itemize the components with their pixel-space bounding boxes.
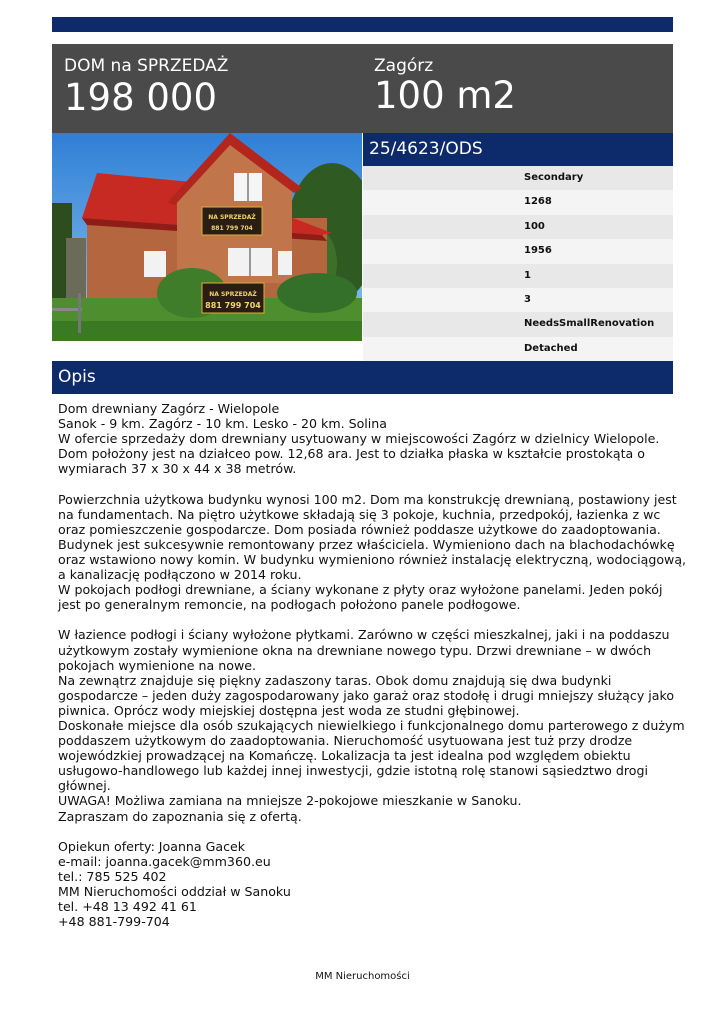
description-line: a kanalizację podłączono w 2014 roku.: [58, 567, 302, 583]
description-line: użytkowym zostały wymienione okna na drewniane nowego typu. Drzwi drewniane – w dwóch: [58, 642, 652, 658]
house-illustration: [52, 133, 362, 341]
description-text: [58, 401, 687, 930]
description-line: +48 881-799-704: [58, 914, 170, 930]
description-line: W pokojach podłogi drewniane, a ściany wykonane z płyty oraz wyłożone panelami. Jeden pokój: [58, 582, 663, 598]
sign-phone-lower: 881 799 704: [205, 301, 261, 310]
description-line: wymiarach 37 x 30 x 44 x 38 metrów.: [58, 461, 297, 477]
listing-price: 198 000: [64, 76, 218, 119]
description-line: UWAGA! Możliwa zamiana na mniejsze 2-pokojowe mieszkanie w Sanoku.: [58, 793, 522, 809]
listing-header: [52, 44, 673, 133]
sign-phone-upper: 881 799 704: [211, 225, 253, 232]
listing-area: 100 m2: [374, 74, 516, 117]
description-line: MM Nieruchomości oddział w Sanoku: [58, 884, 291, 899]
spec-plot-area: 1268: [363, 190, 673, 214]
listing-type: DOM na SPRZEDAŻ: [64, 56, 229, 76]
description-line: Na zewnątrz znajduje się piękny zadaszony taras. Obok domu znajdują się dwa budynki: [58, 672, 612, 688]
description-line: [58, 824, 670, 839]
price-block: [64, 56, 228, 118]
section-title-description: Opis: [52, 361, 673, 394]
description-line: Sanok - 9 km. Zagórz - 10 km. Lesko - 20 km. Solina: [58, 416, 387, 432]
spec-year-built: 1956: [363, 239, 673, 263]
spec-usable-area: 100: [363, 215, 673, 239]
description-line: Budynek jest sukcesywnie remontowany przez właściciela. Wymieniono dach na blachodachówkę: [58, 536, 675, 552]
description-line: oraz wstawiono nowy komin. W budynku wymieniono również instalację elektryczną, wodociągową,: [58, 551, 687, 567]
description-line: [58, 476, 670, 491]
description-line: głównej.: [58, 778, 111, 794]
listing-location: Zagórz: [374, 56, 434, 76]
description-line: [58, 612, 670, 627]
sign-text-upper: NA SPRZEDAŻ: [208, 214, 256, 221]
description-line: poddaszem użytkowym do zaadoptowania. Nieruchomość usytuowana jest tuż przy drodze: [58, 733, 633, 749]
description-line: tel.: 785 525 402: [58, 868, 167, 884]
location-block: [374, 56, 516, 116]
spec-building-type: Detached: [363, 337, 673, 361]
top-accent-bar: [52, 17, 673, 32]
spec-floors: 1: [363, 264, 673, 288]
description-line: na fundamentach. Na piętro użytkowe składają się 3 pokoje, kuchnia, przedpokój, łazienka z wc: [58, 506, 661, 522]
description-line: e-mail: joanna.gacek@mm360.eu: [58, 853, 271, 869]
description-line: jest po generalnym remoncie, na podłogach położono panele podłogowe.: [58, 597, 521, 613]
description-line: W łazience podłogi i ściany wyłożone płytkami. Zarówno w części mieszkalnej, jaki i na poddaszu: [58, 627, 670, 643]
description-line: Dom drewniany Zagórz - Wielopole: [58, 401, 280, 416]
footer-agency: MM Nieruchomości: [315, 971, 410, 982]
description-line: Dom położony jest na działceo pow. 12,68 ara. Jest to działka płaska w kształcie prostokąta o: [58, 446, 645, 462]
property-photo: [52, 133, 362, 341]
description-line: gospodarcze – jeden duży zagospodarowany jako garaż oraz stodołę i drugi mniejszy służący jako: [58, 687, 675, 703]
description-line: oraz pomieszczenie gospodarcze. Dom posiada również poddasze użytkowe do zaadoptowania.: [58, 521, 661, 537]
description-line: Doskonałe miejsce dla osób szukających niewielkiego i funkcjonalnego domu parterowego z dużym: [58, 717, 685, 733]
description-line: Powierzchnia użytkowa budynku wynosi 100 m2. Dom ma konstrukcję drewnianą, postawiony jest: [58, 491, 677, 507]
description-line: W ofercie sprzedaży dom drewniany usytuowany w miejscowości Zagórz w dzielnicy Wielopole.: [58, 431, 660, 447]
description-line: usługowo-handlowego lub każdej innej inwestycji, gdzie istotną rolę stanowi sąsiedztwo drogi: [58, 763, 648, 779]
spec-table: [363, 166, 673, 361]
sign-text-lower: NA SPRZEDAŻ: [209, 291, 257, 298]
description-line: Opiekun oferty: Joanna Gacek: [58, 838, 246, 854]
description-line: tel. +48 13 492 41 61: [58, 899, 197, 915]
spec-market: Secondary: [363, 166, 673, 190]
description-line: pokojach wymienione na nowe.: [58, 657, 257, 673]
description-line: Zapraszam do zapoznania się z ofertą.: [58, 808, 302, 824]
spec-rooms: 3: [363, 288, 673, 312]
spec-condition: NeedsSmallRenovation: [363, 312, 673, 336]
description-line: wojewódzkiej prowadzącej na Komańczę. Lokalizacja ta jest idealna pod względem obiektu: [58, 748, 631, 764]
reference-number: 25/4623/ODS: [363, 133, 673, 166]
description-line: piwnica. Oprócz wody miejskiej dostępna jest woda ze studni głębinowej.: [58, 702, 520, 718]
